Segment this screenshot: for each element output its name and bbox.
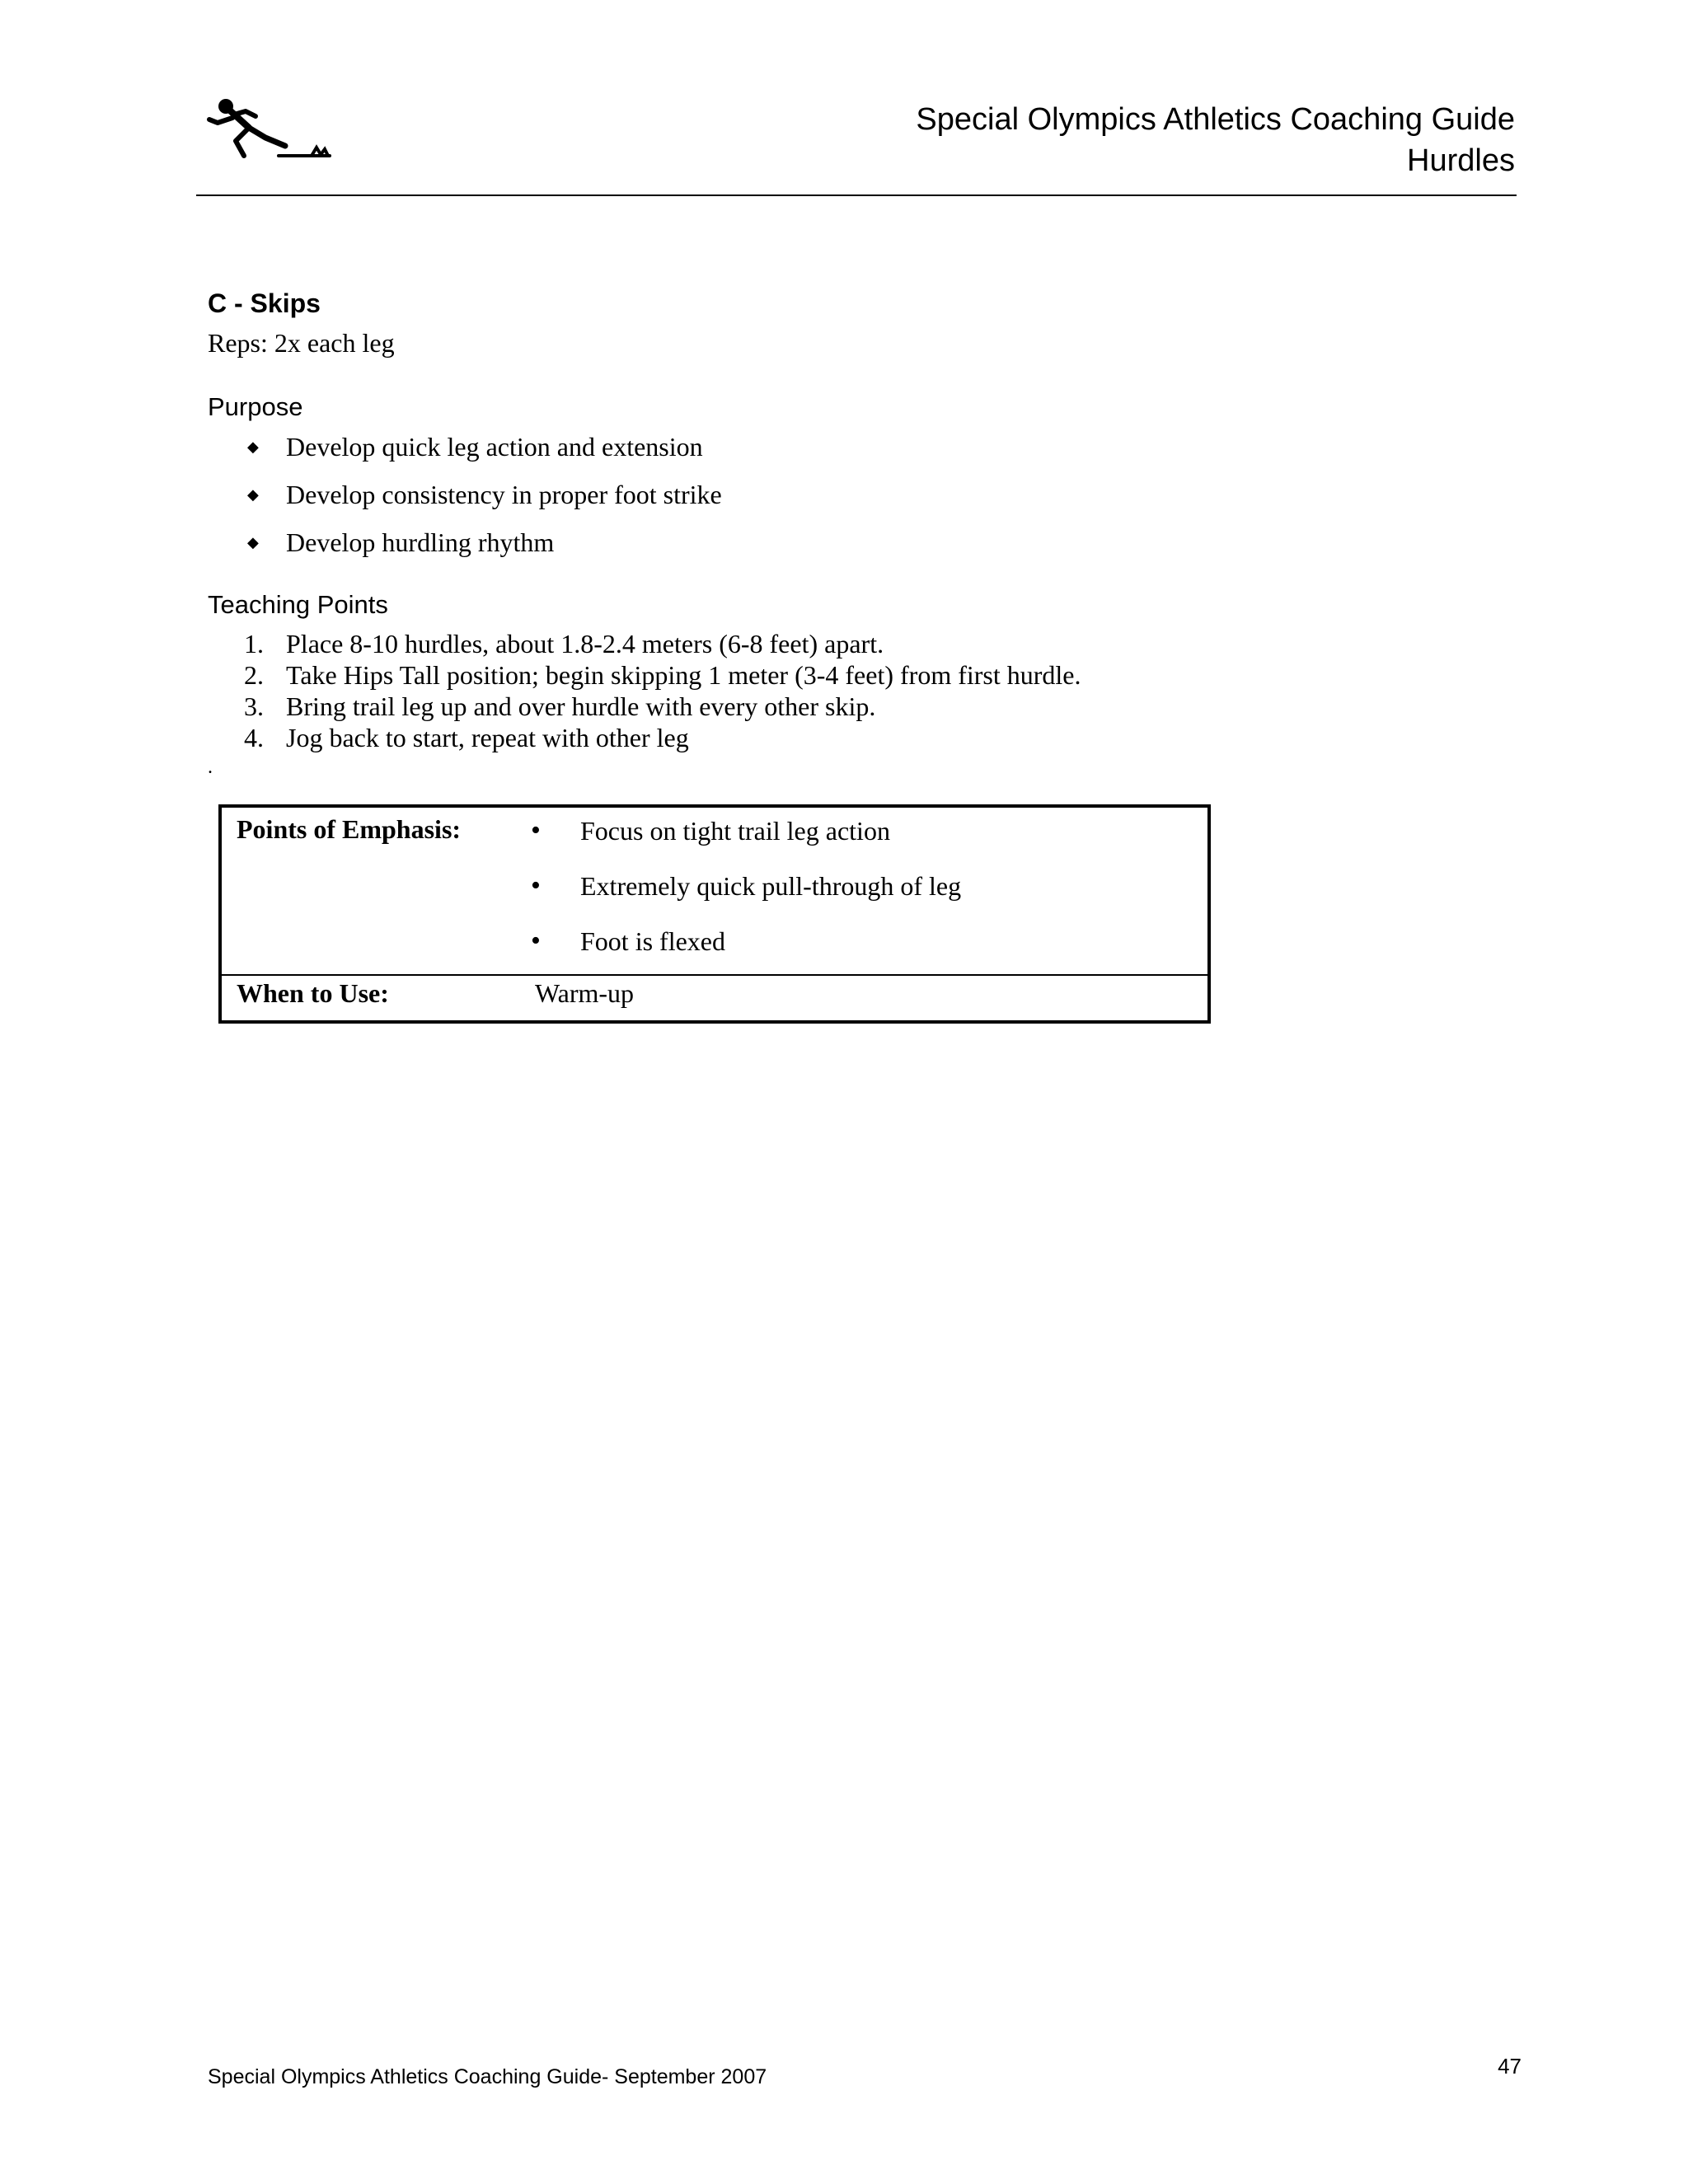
bullet-icon: •: [531, 926, 541, 956]
step-number: 2.: [244, 660, 264, 690]
points-of-emphasis-label: Points of Emphasis:: [237, 814, 462, 844]
diamond-bullet-icon: ◆: [247, 438, 259, 455]
list-item: [244, 628, 1081, 659]
list-item: [244, 659, 1081, 691]
emphasis-table: Points of Emphasis: • Focus on tight trail leg action • Extremely quick pull-through of leg • Foot is flexed When to Use: Warm-up: [218, 804, 1211, 1024]
step-text: Bring trail leg up and over hurdle with every other skip.: [286, 691, 876, 721]
list-item: [244, 722, 1081, 753]
list-item: [244, 691, 1081, 722]
when-to-use-value: Warm-up: [535, 978, 635, 1008]
step-number: 1.: [244, 629, 264, 658]
section-title: C - Skips: [208, 288, 321, 318]
purpose-heading: Purpose: [208, 392, 303, 421]
document-page: Special Olympics Athletics Coaching Guide Hurdles C - Skips Reps: 2x each leg Purpose ◆ Develop quick leg action and extension ◆ Develop consistency in proper foot strike ◆ Develop hurdling rhythm Teaching Points 1. Place 8-10 hurdles, about 1.8-2.4 meters (6-8 feet) apart. 2. Take Hips Tall position; begin skipping 1 meter (3-4 feet) from first hurdle. 3. Bring trail leg up and over hurdle with every other skip. 4. Jog back to start, repeat with other leg . Points of Emphasis: • Focus on tight trail leg action • Extremely quick pull-through of leg • Foot is flexed When to Use: Warm-up Special Olympics Athletics Coaching Guide- September 2007 47: [0, 0, 1688, 2184]
hurdler-pictogram-icon: [206, 95, 338, 165]
when-to-use-label: When to Use:: [237, 978, 389, 1008]
header-title: Special Olympics Athletics Coaching Guide: [916, 102, 1515, 137]
bullet-icon: •: [531, 815, 541, 846]
step-number: 3.: [244, 691, 264, 721]
footer-text: Special Olympics Athletics Coaching Guide- September 2007: [208, 2065, 767, 2088]
step-number: 4.: [244, 723, 264, 752]
teaching-points-list: [244, 628, 1081, 753]
page-number: 47: [1498, 2054, 1522, 2079]
step-text: Place 8-10 hurdles, about 1.8-2.4 meters (6-8 feet) apart.: [286, 629, 884, 658]
running-header: [916, 99, 1515, 181]
diamond-bullet-icon: ◆: [247, 486, 259, 503]
diamond-bullet-icon: ◆: [247, 534, 259, 551]
header-subtitle: Hurdles: [1407, 143, 1515, 178]
step-text: Jog back to start, repeat with other leg: [286, 723, 689, 752]
bullet-icon: •: [531, 870, 541, 901]
step-text: Take Hips Tall position; begin skipping 1 meter (3-4 feet) from first hurdle.: [286, 660, 1081, 690]
reps-text: Reps: 2x each leg: [208, 328, 395, 358]
teaching-points-heading: Teaching Points: [208, 590, 388, 619]
header-divider: [196, 194, 1517, 196]
stray-period: .: [208, 757, 213, 778]
